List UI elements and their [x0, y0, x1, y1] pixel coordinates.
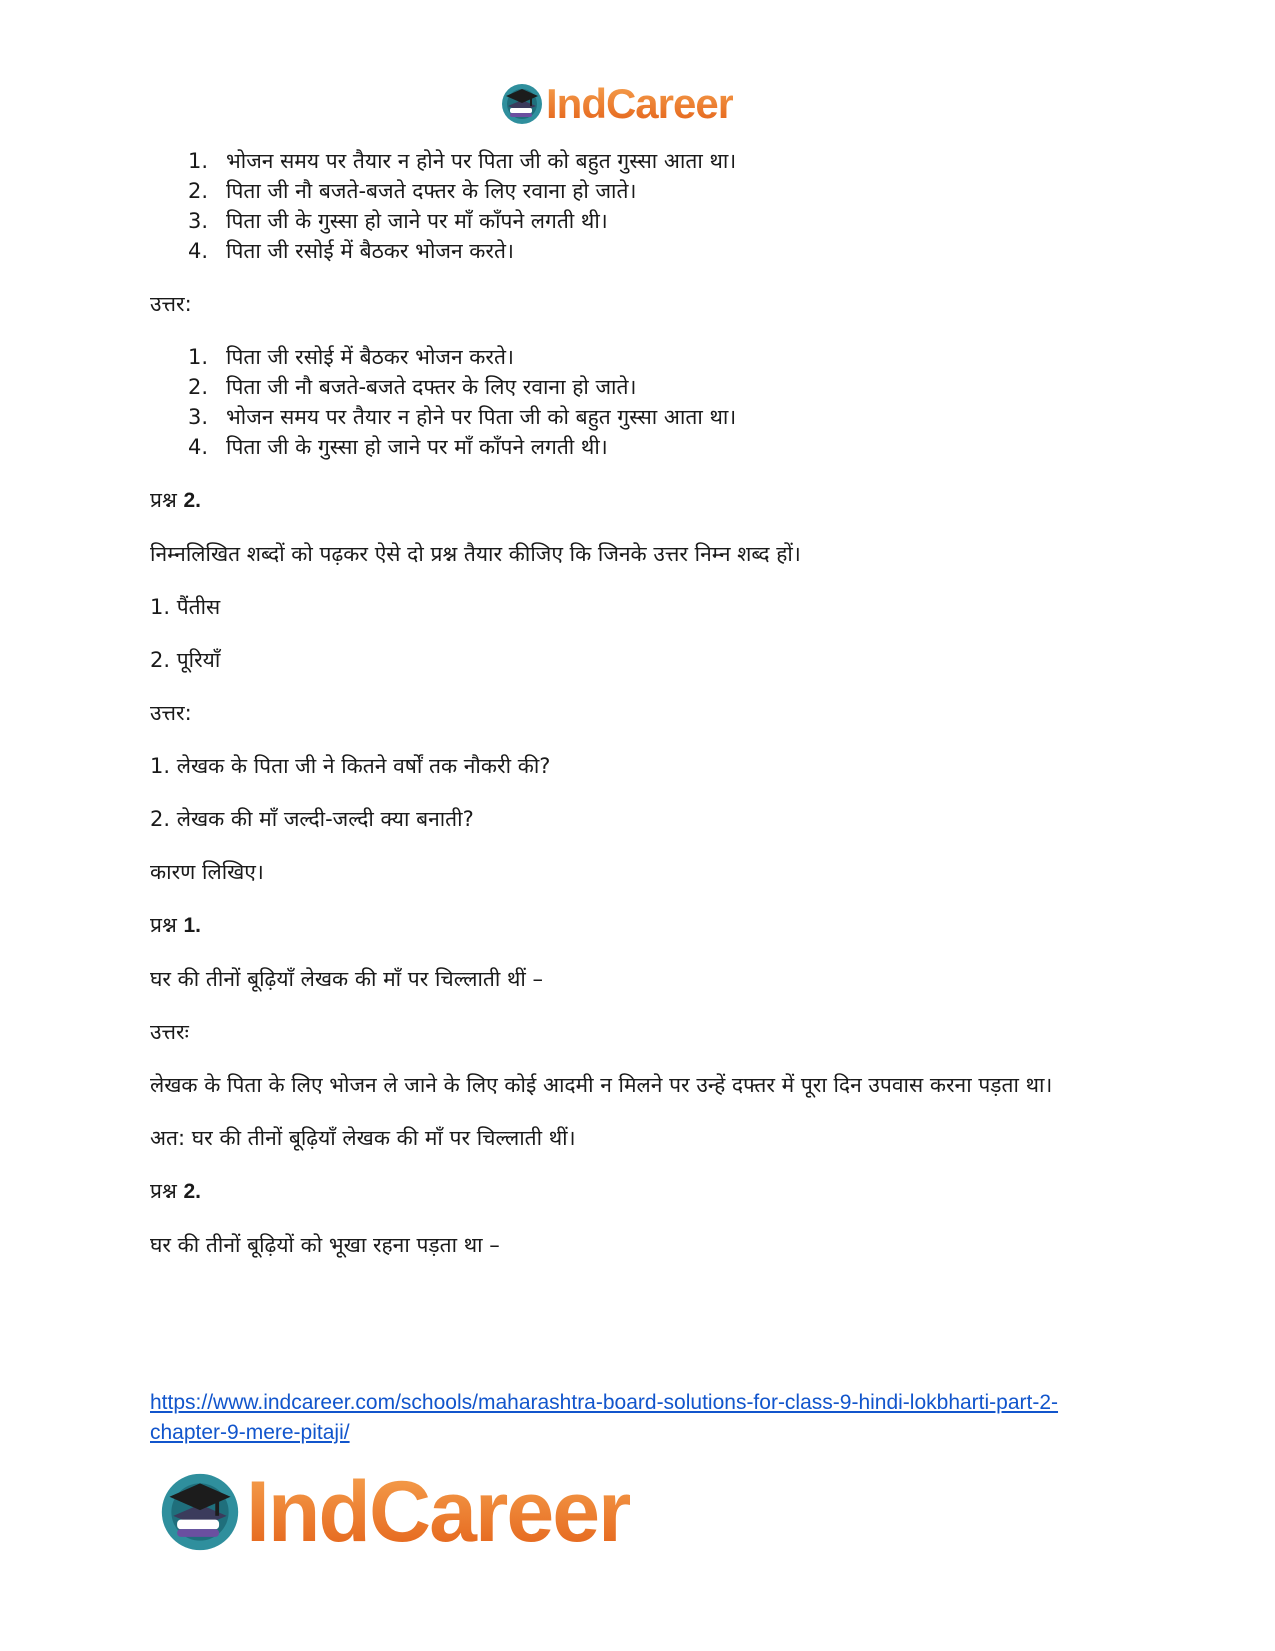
answer-text: 2. लेखक की माँ जल्दी-जल्दी क्या बनाती? [150, 807, 474, 831]
question-heading: प्रश्न 1. [150, 913, 201, 937]
list-item: 3. भोजन समय पर तैयार न होने पर पिता जी को बहुत गुस्सा आता था। [188, 405, 737, 429]
list-item: 4. पिता जी रसोई में बैठकर भोजन करते। [188, 239, 514, 263]
logo-wordmark: IndCareer [546, 80, 734, 127]
graduation-cap-icon [500, 82, 544, 126]
answer-text: लेखक के पिता के लिए भोजन ले जाने के लिए कोई आदमी न मिलने पर उन्हें दफ्तर में पूरा दिन उपवास करना पड़ता था। [150, 1073, 1053, 1097]
list-item: 1. पिता जी रसोई में बैठकर भोजन करते। [188, 345, 514, 369]
list-item: 3. पिता जी के गुस्सा हो जाने पर माँ काँपने लगती थी। [188, 209, 608, 233]
answer-text: 1. लेखक के पिता जी ने कितने वर्षों तक नौकरी की? [150, 754, 551, 778]
word-item: 2. पूरियाँ [150, 648, 221, 672]
logo-wordmark: IndCareer [246, 1464, 630, 1560]
answer-label: उत्तर: [150, 701, 192, 725]
question-text: घर की तीनों बूढ़ियों को भूखा रहना पड़ता था – [150, 1233, 500, 1257]
question-heading: प्रश्न 2. [150, 1179, 201, 1203]
list-item: 4. पिता जी के गुस्सा हो जाने पर माँ काँपने लगती थी। [188, 435, 608, 459]
word-item: 1. पैंतीस [150, 595, 221, 619]
indcareer-logo-top [500, 78, 733, 130]
answer-text: अत: घर की तीनों बूढ़ियाँ लेखक की माँ पर चिल्लाती थीं। [150, 1126, 576, 1150]
question-text: निम्नलिखित शब्दों को पढ़कर ऐसे दो प्रश्न तैयार कीजिए कि जिनके उत्तर निम्न शब्द हों। [150, 542, 801, 566]
sequence-list-question [150, 146, 1130, 266]
answer-label: उत्तरः [150, 1020, 189, 1044]
document-content [150, 146, 1130, 1260]
section-heading: कारण लिखिए। [150, 860, 264, 884]
source-url-link[interactable]: https://www.indcareer.com/schools/maharashtra-board-solutions-for-class-9-hindi-lokbharti-part-2-chapter-9-mere-pitaji/ [150, 1391, 1059, 1444]
question-text: घर की तीनों बूढ़ियाँ लेखक की माँ पर चिल्लाती थीं – [150, 967, 544, 991]
graduation-cap-icon [158, 1470, 242, 1554]
list-item: 1. भोजन समय पर तैयार न होने पर पिता जी को बहुत गुस्सा आता था। [188, 149, 737, 173]
answer-label: उत्तर: [150, 292, 192, 316]
list-item: 2. पिता जी नौ बजते-बजते दफ्तर के लिए रवाना हो जाते। [188, 375, 637, 399]
indcareer-logo-bottom [158, 1462, 630, 1562]
list-item: 2. पिता जी नौ बजते-बजते दफ्तर के लिए रवाना हो जाते। [188, 179, 637, 203]
sequence-list-answer [150, 342, 1130, 462]
question-heading: प्रश्न 2. [150, 488, 201, 512]
